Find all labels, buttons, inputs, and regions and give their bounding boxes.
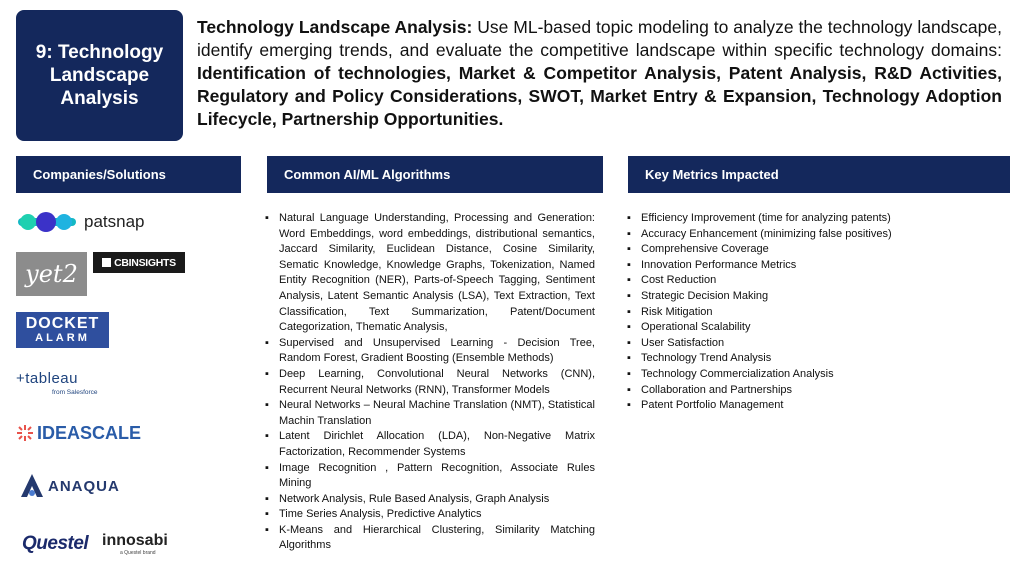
yet2-wordmark: yet2 <box>25 260 78 288</box>
innosabi-logo <box>102 532 168 558</box>
metrics-header <box>628 156 1010 193</box>
algorithm-item: ▪ Supervised and Unsupervised Learning - Decision Tree, Random Forest, Gradient Boosting (Ensemble Methods) <box>265 336 595 367</box>
metric-item: ▪ Efficiency Improvement (time for analyzing patents) <box>627 211 1007 227</box>
metric-item: ▪ Strategic Decision Making <box>627 289 1007 305</box>
headline-focus: Identification of technologies, Market & Competitor Analysis, Patent Analysis, R&D Activities, Regulatory and Policy Considerations, SWOT, Market Entry & Expansion, Technology Adoption Lifecycle, Partnership Opportunities. <box>197 63 1002 129</box>
metrics-list <box>627 211 1007 414</box>
algorithm-item: ▪ Deep Learning, Convolutional Neural Networks (CNN), Recurrent Neural Networks (RNN), Transformer Models <box>265 367 595 398</box>
algorithm-item: ▪ Neural Networks – Neural Machine Translation (NMT), Statistical Machin Translation <box>265 398 595 429</box>
algorithms-list <box>265 211 595 554</box>
docket-wordmark: DOCKET <box>25 315 100 332</box>
metric-item: ▪ Comprehensive Coverage <box>627 242 1007 258</box>
anaqua-logo <box>20 472 120 500</box>
headline-lead: Technology Landscape Analysis: <box>197 17 473 37</box>
anaqua-mark-icon <box>20 473 44 499</box>
metric-item: ▪ Technology Trend Analysis <box>627 351 1007 367</box>
metric-item: ▪ Risk Mitigation <box>627 305 1007 321</box>
patsnap-logo <box>16 206 145 238</box>
cbinsights-logo <box>93 252 185 273</box>
ideascale-burst-icon <box>16 424 34 442</box>
cbinsights-wordmark: CBINSIGHTS <box>114 256 176 269</box>
innosabi-wordmark: innosabi <box>102 532 168 549</box>
algorithm-item: ▪ K-Means and Hierarchical Clustering, Similarity Matching Algorithms <box>265 523 595 554</box>
algorithms-header-label: Common AI/ML Algorithms <box>284 167 451 182</box>
companies-header <box>16 156 241 193</box>
metric-item: ▪ Patent Portfolio Management <box>627 398 1007 414</box>
ideascale-logo <box>16 422 141 444</box>
alarm-wordmark: ALARM <box>35 332 90 344</box>
anaqua-wordmark: ANAQUA <box>48 477 120 495</box>
patsnap-wordmark: patsnap <box>84 212 145 231</box>
headline-body: Use ML-based topic modeling to analyze the technology landscape, identify emerging trends, and evaluate the competitive landscape within specific technology domains: <box>197 17 1002 60</box>
metric-item: ▪ Collaboration and Partnerships <box>627 383 1007 399</box>
algorithms-header <box>267 156 603 193</box>
tableau-wordmark: +tableau <box>16 370 78 387</box>
cbinsights-mark-icon <box>102 258 111 267</box>
yet2-logo <box>16 252 87 296</box>
algorithm-item: ▪ Latent Dirichlet Allocation (LDA), Non-Negative Matrix Factorization, Recommender Systems <box>265 429 595 460</box>
algorithm-item: ▪ Natural Language Understanding, Processing and Generation: Word Embeddings, word embeddings, distributional semantics, Jaccard Similarity, Euclidean Distance, Cosine Similarity, Sematic Knowledge, Knowledge Graphs, Tokenization, Named Entity Recognition (NER), Parts-of-Speech Tagging, Sentiment Analysis, Latent Semantic Analysis (LSA), Text Extraction, Text Classification, Text Summarization, Patent/Document Categorization, Thematic Analysis, <box>265 211 595 336</box>
headline <box>197 16 1002 131</box>
metric-item: ▪ Innovation Performance Metrics <box>627 258 1007 274</box>
innosabi-subtitle: a Questel brand <box>120 550 156 556</box>
questel-logo <box>22 533 88 555</box>
tableau-subtitle: from Salesforce <box>52 389 98 396</box>
patsnap-mark-icon <box>16 207 78 237</box>
ideascale-wordmark: IDEASCALE <box>37 422 142 443</box>
badge-title: 9: Technology Landscape Analysis <box>35 42 164 109</box>
metric-item: ▪ Accuracy Enhancement (minimizing false positives) <box>627 227 1007 243</box>
algorithm-item: ▪ Network Analysis, Rule Based Analysis, Graph Analysis <box>265 492 595 508</box>
questel-wordmark: Questel <box>22 533 89 554</box>
metric-item: ▪ Cost Reduction <box>627 273 1007 289</box>
tableau-logo <box>16 370 98 400</box>
metrics-header-label: Key Metrics Impacted <box>645 167 779 182</box>
metric-item: ▪ User Satisfaction <box>627 336 1007 352</box>
companies-header-label: Companies/Solutions <box>33 167 166 182</box>
algorithm-item: ▪ Time Series Analysis, Predictive Analytics <box>265 507 595 523</box>
metric-item: ▪ Operational Scalability <box>627 320 1007 336</box>
docket-alarm-logo <box>16 312 109 348</box>
algorithm-item: ▪ Image Recognition , Pattern Recognition, Associate Rules Mining <box>265 461 595 492</box>
metric-item: ▪ Technology Commercialization Analysis <box>627 367 1007 383</box>
section-badge <box>16 10 183 141</box>
